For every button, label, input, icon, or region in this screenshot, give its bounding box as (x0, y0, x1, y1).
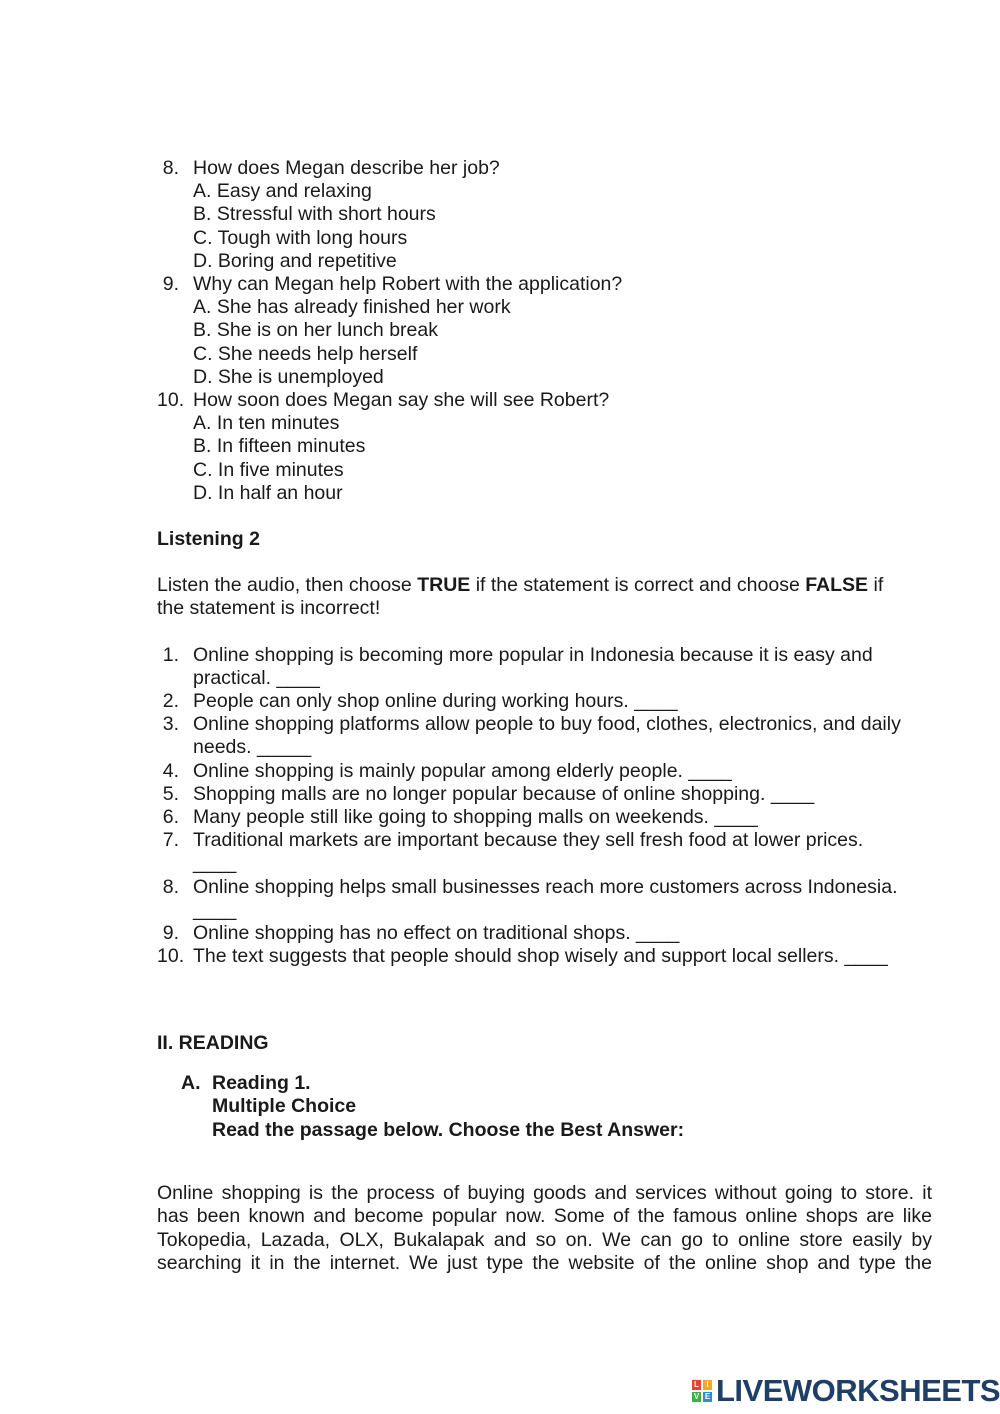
question-text: How does Megan describe her job? (193, 157, 500, 179)
statement-item[interactable]: 6. Many people still like going to shopping malls on weekends. ____ (162, 806, 758, 829)
option-a[interactable]: A. She has already finished her work (193, 296, 511, 319)
statement-item[interactable]: 1. Online shopping is becoming more popular in Indonesia because it is easy and practical. ____ (162, 643, 873, 689)
statement-item[interactable]: 4. Online shopping is mainly popular among elderly people. ____ (162, 759, 732, 782)
statement-item[interactable]: 8. Online shopping helps small businesses reach more customers across Indonesia. ____ (162, 875, 898, 921)
option-a[interactable]: A. Easy and relaxing (193, 180, 372, 203)
question-number: 9. (162, 273, 179, 296)
subsection-type: Multiple Choice (212, 1095, 357, 1118)
subsection-title: Reading 1. (212, 1071, 311, 1094)
question-number: 10. (157, 389, 185, 412)
listening2-heading: Listening 2 (157, 528, 260, 551)
question-8 (157, 157, 932, 273)
logo-mark-icon: L I V E (693, 1380, 711, 1401)
question-text: Why can Megan help Robert with the application? (193, 273, 623, 296)
liveworksheets-logo (692, 1374, 1000, 1408)
option-d[interactable]: D. In half an hour (193, 481, 343, 504)
option-b[interactable]: B. Stressful with short hours (193, 203, 436, 226)
option-c[interactable]: C. In five minutes (193, 458, 344, 481)
option-d[interactable]: D. Boring and repetitive (193, 249, 397, 272)
statement-item[interactable]: 7. Traditional markets are important because they sell fresh food at lower prices. ____ (162, 829, 864, 875)
question-10 (157, 389, 932, 505)
reading-subsection (157, 1072, 932, 1143)
true-keyword: TRUE (417, 574, 471, 597)
worksheet-page (157, 157, 932, 1275)
question-text: How soon does Megan say she will see Robert? (193, 389, 610, 412)
subsection-letter: A. (181, 1071, 201, 1094)
statement-item[interactable]: 5. Shopping malls are no longer popular because of online shopping. ____ (162, 782, 815, 805)
logo-text: LIVEWORKSHEETS (716, 1373, 1000, 1408)
option-c[interactable]: C. Tough with long hours (193, 226, 408, 249)
reading-heading: II. READING (157, 1031, 269, 1054)
option-c[interactable]: C. She needs help herself (193, 342, 418, 365)
question-9 (157, 273, 932, 389)
question-number: 8. (162, 157, 179, 179)
option-b[interactable]: B. She is on her lunch break (193, 319, 438, 342)
reading-passage: Online shopping is the process of buying goods and services without going to store. it has been known and become popular now. Some of the famous online shops are like Tokopedia, Lazada, OLX, Bukalapak and so on. We can go to online store easily by searching it in the internet. We just type the website of the online shop and type the (157, 1182, 932, 1274)
listening1-questions (157, 157, 932, 505)
subsection-instruction: Read the passage below. Choose the Best Answer: (212, 1118, 685, 1141)
statement-item[interactable]: 10. The text suggests that people should shop wisely and support local sellers. ____ (157, 945, 888, 968)
option-d[interactable]: D. She is unemployed (193, 365, 384, 388)
listening2-instruction: Listen the audio, then choose TRUE if the statement is correct and choose FALSE if the statement is incorrect! (157, 574, 884, 620)
false-keyword: FALSE (805, 574, 869, 597)
statement-item[interactable]: 3. Online shopping platforms allow people to buy food, clothes, electronics, and daily needs. _____ (162, 713, 901, 759)
true-false-statements (157, 644, 932, 969)
statement-item[interactable]: 9. Online shopping has no effect on traditional shops. ____ (162, 922, 680, 945)
option-b[interactable]: B. In fifteen minutes (193, 435, 366, 458)
option-a[interactable]: A. In ten minutes (193, 412, 340, 435)
statement-item[interactable]: 2. People can only shop online during working hours. ____ (162, 690, 678, 713)
